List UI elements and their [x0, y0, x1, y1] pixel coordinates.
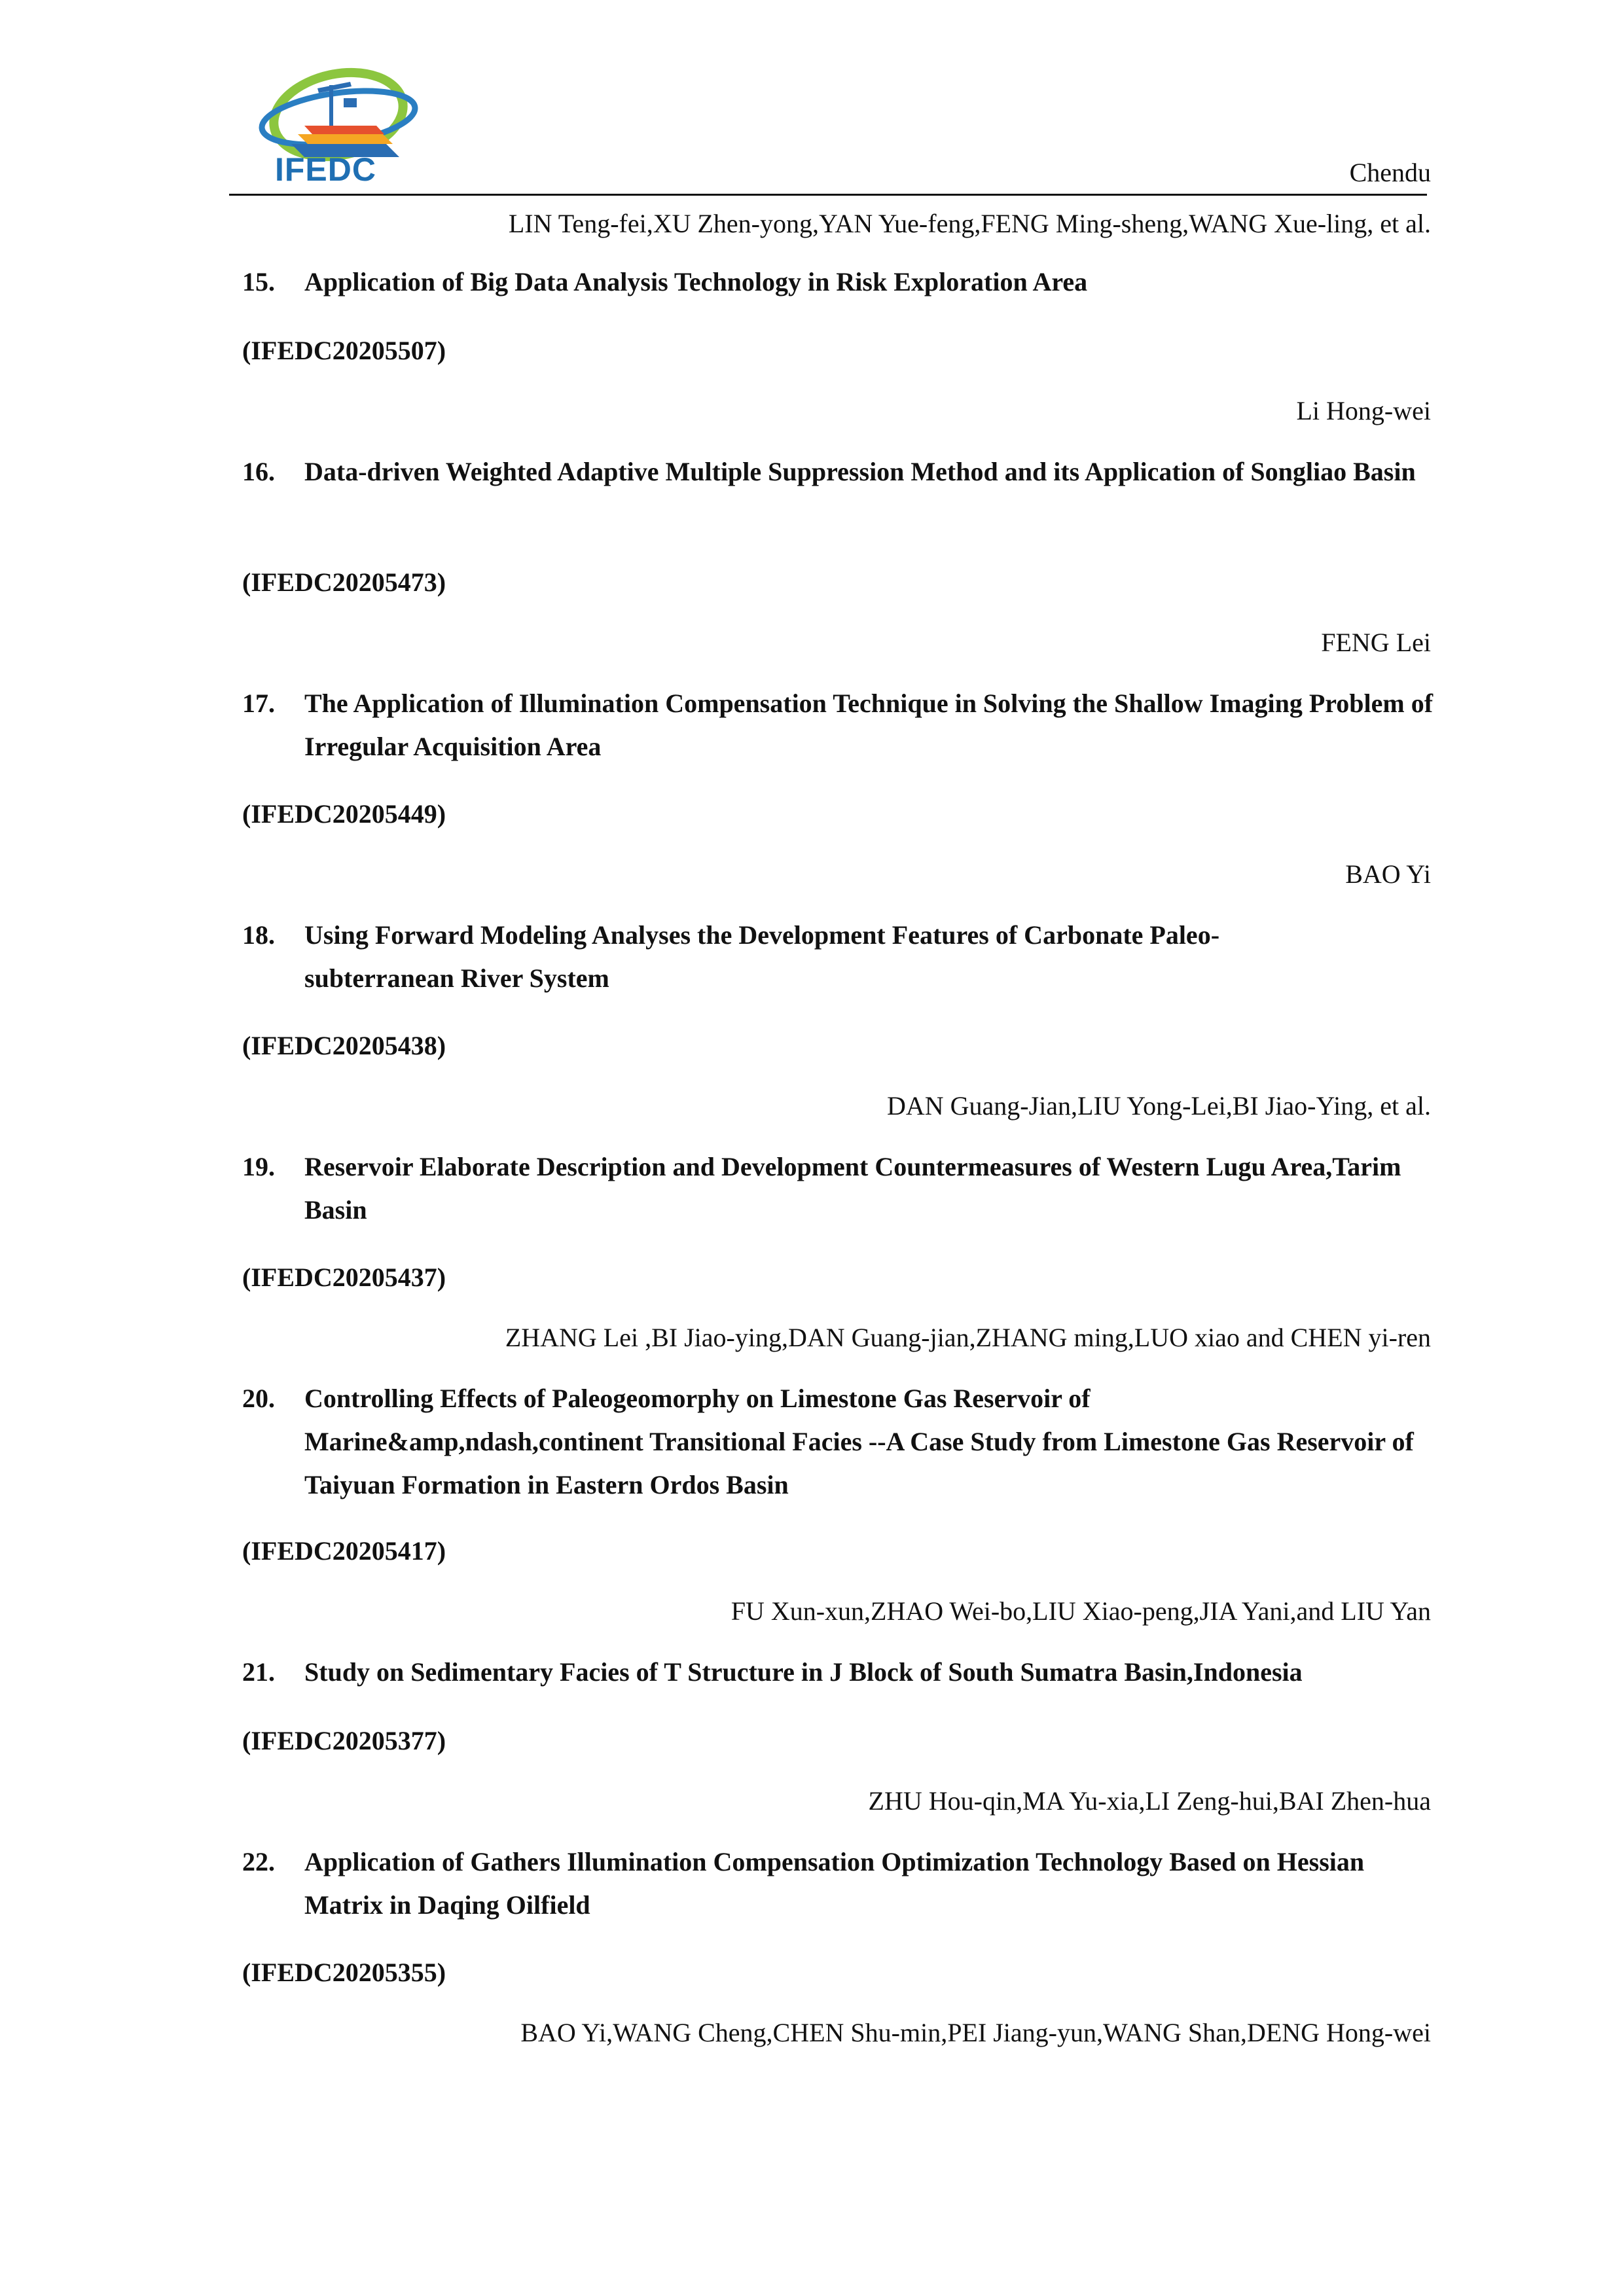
paper-number: 19.: [242, 1152, 275, 1181]
paper-authors-21: ZHU Hou-qin,MA Yu-xia,LI Zeng-hui,BAI Zhen-hua: [868, 1786, 1431, 1816]
paper-title-19: [242, 1145, 1434, 1232]
header-city: Chendu: [1349, 158, 1431, 187]
paper-code-22: (IFEDC20205355): [242, 1958, 446, 1987]
paper-title-20: [242, 1377, 1434, 1507]
paper-authors-18: DAN Guang-Jian,LIU Yong-Lei,BI Jiao-Ying, et al.: [887, 1091, 1431, 1121]
paper-title: Using Forward Modeling Analyses the Development Features of Carbonate Paleo-subterranean River System: [304, 920, 1220, 993]
paper-number: 16.: [242, 457, 275, 486]
paper-code-16: (IFEDC20205473): [242, 567, 446, 597]
paper-number: 20.: [242, 1384, 275, 1413]
paper-authors-15: Li Hong-wei: [1296, 396, 1431, 425]
paper-authors-19: ZHANG Lei ,BI Jiao-ying,DAN Guang-jian,ZHANG ming,LUO xiao and CHEN yi-ren: [505, 1323, 1431, 1352]
logo-wordmark: IFEDC: [275, 151, 376, 188]
paper-title: Controlling Effects of Paleogeomorphy on Limestone Gas Reservoir of Marine&amp,ndash,continent Transitional Facies --A Case Study from Limestone Gas Reservoir of Taiyuan Formation in Eastern Ordos Basin: [304, 1384, 1414, 1499]
paper-code-21: (IFEDC20205377): [242, 1726, 446, 1755]
paper-title-22: [242, 1840, 1434, 1927]
paper-number: 21.: [242, 1657, 275, 1687]
paper-title: Application of Gathers Illumination Compensation Optimization Technology Based on Hessian Matrix in Daqing Oilfield: [304, 1847, 1365, 1920]
paper-title: Study on Sedimentary Facies of T Structure in J Block of South Sumatra Basin,Indonesia: [304, 1657, 1303, 1687]
paper-code-17: (IFEDC20205449): [242, 799, 446, 829]
paper-number: 17.: [242, 689, 275, 718]
paper-title-15: [242, 260, 1434, 304]
paper-title-21: [242, 1651, 1434, 1694]
paper-number: 22.: [242, 1847, 275, 1876]
paper-authors-17: BAO Yi: [1345, 859, 1431, 889]
paper-code-20: (IFEDC20205417): [242, 1536, 446, 1566]
paper-title: Application of Big Data Analysis Technology in Risk Exploration Area: [304, 267, 1088, 296]
paper-number: 15.: [242, 267, 275, 296]
paper-code-15: (IFEDC20205507): [242, 336, 446, 365]
paper-title: The Application of Illumination Compensation Technique in Solving the Shallow Imaging Problem of Irregular Acquisition Area: [304, 689, 1434, 761]
header-divider: [229, 194, 1427, 196]
paper-title: Data-driven Weighted Adaptive Multiple Suppression Method and its Application of Songliao Basin: [304, 457, 1416, 486]
paper-title-16: [242, 450, 1434, 493]
paper-title: Reservoir Elaborate Description and Development Countermeasures of Western Lugu Area,Tarim Basin: [304, 1152, 1401, 1225]
paper-title-18: [242, 914, 1434, 1000]
paper-title-17: [242, 682, 1434, 768]
top-authors: LIN Teng-fei,XU Zhen-yong,YAN Yue-feng,FENG Ming-sheng,WANG Xue-ling, et al.: [508, 209, 1431, 238]
paper-authors-22: BAO Yi,WANG Cheng,CHEN Shu-min,PEI Jiang-yun,WANG Shan,DENG Hong-wei: [520, 2018, 1431, 2047]
paper-code-19: (IFEDC20205437): [242, 1263, 446, 1292]
paper-number: 18.: [242, 920, 275, 950]
paper-authors-16: FENG Lei: [1321, 628, 1431, 657]
paper-authors-20: FU Xun-xun,ZHAO Wei-bo,LIU Xiao-peng,JIA Yani,and LIU Yan: [731, 1596, 1431, 1626]
paper-code-18: (IFEDC20205438): [242, 1031, 446, 1060]
